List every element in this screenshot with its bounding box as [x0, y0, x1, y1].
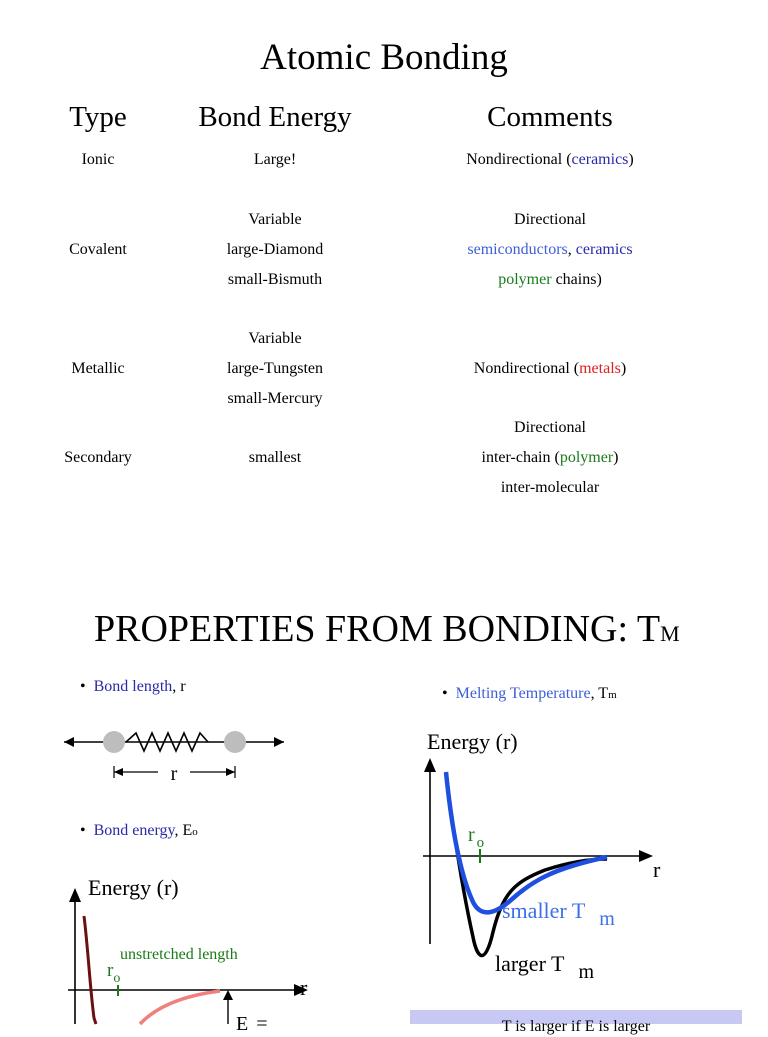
comment-part: ceramics	[571, 151, 629, 168]
left-graph-xlabel: r	[300, 975, 308, 1000]
spring-diagram	[56, 722, 296, 788]
row-comment-1-0	[410, 205, 690, 235]
properties-title: PROPERTIES FROM BONDING: TM	[94, 608, 680, 650]
bullet-bond-length: • Bond length, r	[80, 678, 186, 695]
row-energy-2-0: Variable	[248, 330, 302, 347]
comment-part: )	[628, 151, 634, 168]
header-bond-energy: Bond Energy	[198, 101, 352, 133]
row-energy-3-0: smallest	[248, 449, 302, 466]
melting-temperature-graph	[415, 722, 675, 982]
right-ro-label: r $_o$	[468, 824, 485, 851]
row-comment-1-1	[410, 235, 690, 265]
row-energy-2-2: small-Mercury	[227, 390, 323, 407]
smaller-tm-label: smaller T m	[502, 898, 615, 930]
header-type: Type	[69, 101, 127, 133]
left-curve-attractive	[140, 991, 220, 1024]
row-type-3: Secondary	[64, 449, 132, 466]
row-comment-1-2	[410, 265, 690, 295]
bond-length-term: Bond length	[93, 678, 173, 695]
comment-part: Nondirectional (	[466, 151, 572, 168]
bond-energy-graph	[60, 868, 320, 1035]
comment-part: semiconductors	[467, 241, 568, 258]
row-energy-2-1: large-Tungsten	[227, 360, 323, 377]
bond-energy-term: Bond energy	[93, 822, 175, 839]
comment-part: Directional	[514, 419, 586, 436]
row-energy-0-0: Large!	[253, 151, 297, 168]
row-comment-2-0	[410, 354, 690, 384]
comment-part: inter-chain (	[481, 449, 560, 466]
comment-part: polymer	[559, 449, 614, 466]
note-box-text: T is larger if E is larger	[501, 1018, 651, 1035]
comment-part: inter-molecular	[500, 479, 600, 496]
eo-label: E =	[236, 1013, 268, 1035]
comment-part: polymer	[498, 271, 552, 288]
row-comment-0-0	[410, 145, 690, 175]
row-comment-3-2	[410, 473, 690, 503]
atom-left	[103, 731, 125, 753]
row-energy-1-0: Variable	[248, 211, 302, 228]
unstretched-length-label: unstretched length	[120, 946, 238, 963]
comment-part: )	[620, 360, 627, 377]
right-graph-xlabel: r	[653, 857, 661, 882]
left-curve-repulsive	[84, 916, 96, 1024]
spring-r-label: r	[170, 763, 178, 785]
comment-part: Nondirectional (	[473, 360, 580, 377]
bullet-bond-energy: • Bond energy, Eo	[80, 822, 198, 839]
larger-tm-curve	[447, 782, 607, 956]
left-graph-ylabel: Energy (r)	[88, 875, 179, 900]
row-type-0: Ionic	[81, 151, 115, 168]
row-type-2: Metallic	[71, 360, 125, 377]
larger-tm-label: larger T m	[495, 951, 594, 983]
row-comment-3-1	[410, 443, 690, 473]
bullet-melting-temperature: • Melting Temperature, Tm	[442, 685, 617, 702]
comment-part: )	[613, 449, 619, 466]
comment-part: chains)	[551, 271, 602, 288]
slide-title: Atomic Bonding	[260, 37, 508, 78]
note-box	[410, 1010, 742, 1035]
spring-arrow-right	[274, 737, 284, 747]
comment-part: ,	[567, 241, 576, 258]
header-comments: Comments	[487, 101, 613, 133]
left-ro-label: $r_o$	[107, 960, 121, 986]
melting-temperature-term: Melting Temperature	[455, 685, 591, 702]
spring-arrow-left	[64, 737, 74, 747]
right-graph-ylabel: Energy (r)	[427, 729, 518, 754]
row-comment-3-0	[410, 413, 690, 443]
atom-right	[224, 731, 246, 753]
row-energy-1-1: large-Diamond	[226, 241, 324, 258]
comment-part: metals	[579, 360, 621, 377]
row-energy-1-2: small-Bismuth	[227, 271, 323, 288]
row-type-1: Covalent	[69, 241, 127, 258]
comment-part: ceramics	[575, 241, 633, 258]
comment-part: Directional	[514, 211, 586, 228]
